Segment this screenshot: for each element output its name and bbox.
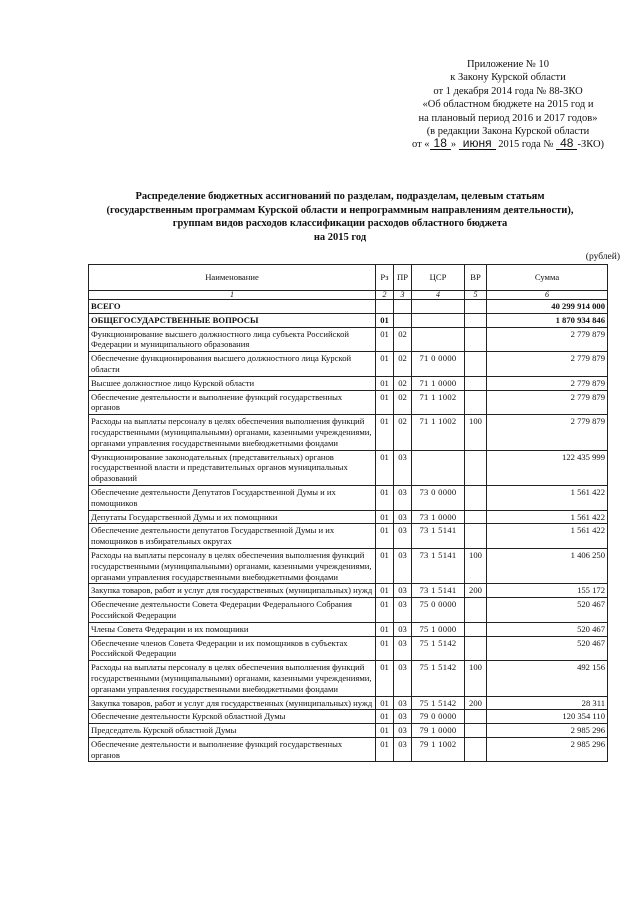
row-pr: 02	[394, 390, 412, 415]
table-row	[89, 327, 608, 352]
row-name: ОБЩЕГОСУДАРСТВЕННЫЕ ВОПРОСЫ	[89, 313, 376, 327]
table-header-row	[89, 265, 608, 291]
row-csr	[412, 327, 465, 352]
row-name: Обеспечение деятельности Совета Федерации Федерального Собрания Российской Федерации	[89, 598, 376, 623]
table-row	[89, 450, 608, 485]
row-sum: 2 985 296	[487, 737, 608, 762]
row-vr	[465, 313, 487, 327]
row-name: Высшее должностное лицо Курской области	[89, 376, 376, 390]
budget-table	[88, 264, 608, 762]
row-name: Закупка товаров, работ и услуг для государственных (муниципальных) нужд	[89, 696, 376, 710]
table-row	[89, 300, 608, 314]
row-rz: 01	[376, 524, 394, 549]
table-row	[89, 390, 608, 415]
document-title: Распределение бюджетных ассигнований по разделам, подразделам, целевым статьям (государственным программам Курской области и непрограммным направлениям деятельности), группам видов расходов классификации расходов областного бюджета на 2015 год	[106, 191, 574, 243]
row-pr: 03	[394, 548, 412, 583]
col-header-rz: Рз	[376, 265, 394, 291]
row-pr: 03	[394, 584, 412, 598]
row-vr	[465, 327, 487, 352]
row-vr	[465, 724, 487, 738]
row-sum: 1 561 422	[487, 485, 608, 510]
row-csr: 79 1 0000	[412, 724, 465, 738]
row-name: Депутаты Государственной Думы и их помощники	[89, 510, 376, 524]
row-csr: 73 1 5141	[412, 548, 465, 583]
row-pr: 03	[394, 524, 412, 549]
table-row	[89, 661, 608, 696]
row-rz: 01	[376, 376, 394, 390]
col-header-vr: ВР	[465, 265, 487, 291]
row-pr: 03	[394, 737, 412, 762]
row-vr	[465, 710, 487, 724]
row-csr: 79 1 1002	[412, 737, 465, 762]
row-csr	[412, 313, 465, 327]
row-vr: 100	[465, 661, 487, 696]
row-csr: 79 0 0000	[412, 710, 465, 724]
row-name: Закупка товаров, работ и услуг для государственных (муниципальных) нужд	[89, 584, 376, 598]
row-pr: 03	[394, 485, 412, 510]
row-rz: 01	[376, 737, 394, 762]
row-vr	[465, 510, 487, 524]
row-vr: 100	[465, 415, 487, 450]
row-rz: 01	[376, 548, 394, 583]
row-pr: 03	[394, 724, 412, 738]
row-csr	[412, 300, 465, 314]
row-rz: 01	[376, 598, 394, 623]
row-sum: 155 172	[487, 584, 608, 598]
row-csr	[412, 450, 465, 485]
row-name: Председатель Курской областной Думы	[89, 724, 376, 738]
table-row	[89, 485, 608, 510]
row-rz: 01	[376, 390, 394, 415]
row-sum: 2 779 879	[487, 390, 608, 415]
table-row	[89, 584, 608, 598]
units-label: (рублей)	[585, 252, 620, 262]
row-csr: 71 1 1002	[412, 390, 465, 415]
law-title-1: «Об областном бюджете на 2015 год и	[422, 99, 594, 111]
row-rz: 01	[376, 724, 394, 738]
row-sum: 1 406 250	[487, 548, 608, 583]
row-vr: 200	[465, 696, 487, 710]
row-pr: 02	[394, 415, 412, 450]
row-sum: 28 311	[487, 696, 608, 710]
row-vr	[465, 622, 487, 636]
row-rz: 01	[376, 450, 394, 485]
row-name: Функционирование законодательных (представительных) органов государственной власти и представительных органов муниципальных образований	[89, 450, 376, 485]
table-row	[89, 636, 608, 661]
row-csr: 71 1 1002	[412, 415, 465, 450]
row-sum: 492 156	[487, 661, 608, 696]
row-rz: 01	[376, 415, 394, 450]
row-vr: 200	[465, 584, 487, 598]
row-rz: 01	[376, 327, 394, 352]
row-name: Расходы на выплаты персоналу в целях обеспечения выполнения функций государственными (муниципальными) органами, казенными учреждениями, органами управления государственными внебюджетными фондами	[89, 661, 376, 696]
appendix-header	[398, 58, 618, 152]
row-rz: 01	[376, 313, 394, 327]
row-sum: 520 467	[487, 636, 608, 661]
col-header-pr: ПР	[394, 265, 412, 291]
row-sum: 1 561 422	[487, 510, 608, 524]
row-rz: 01	[376, 510, 394, 524]
row-csr: 75 1 0000	[412, 622, 465, 636]
table-row	[89, 737, 608, 762]
row-csr: 73 1 0000	[412, 510, 465, 524]
row-name: Расходы на выплаты персоналу в целях обеспечения выполнения функций государственными (муниципальными) органами, казенными учреждениями, органами управления государственными внебюджетными фондами	[89, 548, 376, 583]
column-index-row: 1 2 3 4 5 6	[89, 291, 608, 300]
row-name: Обеспечение деятельности Депутатов Государственной Думы и их помощников	[89, 485, 376, 510]
row-csr: 75 1 5142	[412, 696, 465, 710]
row-pr	[394, 313, 412, 327]
table-row	[89, 710, 608, 724]
col-header-name: Наименование	[89, 265, 376, 291]
handwritten-number: 48	[556, 138, 577, 150]
row-csr: 71 0 0000	[412, 352, 465, 377]
row-rz: 01	[376, 696, 394, 710]
row-pr: 03	[394, 661, 412, 696]
table-row	[89, 724, 608, 738]
row-vr	[465, 524, 487, 549]
row-name: Обеспечение деятельности и выполнение функций государственных органов	[89, 390, 376, 415]
row-sum: 2 779 879	[487, 415, 608, 450]
row-pr: 03	[394, 622, 412, 636]
row-sum: 122 435 999	[487, 450, 608, 485]
row-csr: 75 1 5142	[412, 661, 465, 696]
row-sum: 40 299 914 000	[487, 300, 608, 314]
row-rz: 01	[376, 485, 394, 510]
row-pr: 03	[394, 510, 412, 524]
row-csr: 73 0 0000	[412, 485, 465, 510]
row-rz	[376, 300, 394, 314]
row-pr: 03	[394, 710, 412, 724]
row-sum: 2 779 879	[487, 327, 608, 352]
row-pr: 02	[394, 376, 412, 390]
row-name: Обеспечение деятельности депутатов Государственной Думы и их помощников в избирательных округах	[89, 524, 376, 549]
row-sum: 1 561 422	[487, 524, 608, 549]
handwritten-month: июня	[459, 138, 496, 150]
row-vr	[465, 390, 487, 415]
row-vr	[465, 636, 487, 661]
row-vr	[465, 450, 487, 485]
row-csr: 75 0 0000	[412, 598, 465, 623]
row-pr: 03	[394, 636, 412, 661]
row-rz: 01	[376, 584, 394, 598]
row-name: Обеспечение функционирования высшего должностного лица Курской области	[89, 352, 376, 377]
row-sum: 520 467	[487, 622, 608, 636]
row-name: ВСЕГО	[89, 300, 376, 314]
edition-date-line: от « 18 » июня 2015 года № 48 -ЗКО)	[411, 136, 605, 151]
row-sum: 1 870 934 846	[487, 313, 608, 327]
row-rz: 01	[376, 661, 394, 696]
row-rz: 01	[376, 710, 394, 724]
row-csr: 75 1 5142	[412, 636, 465, 661]
row-sum: 2 779 879	[487, 376, 608, 390]
law-reference: к Закону Курской области	[450, 72, 566, 84]
row-rz: 01	[376, 352, 394, 377]
edition-note: (в редакции Закона Курской области	[426, 126, 590, 138]
row-vr	[465, 598, 487, 623]
row-csr: 73 1 5141	[412, 584, 465, 598]
row-sum: 520 467	[487, 598, 608, 623]
appendix-number: Приложение № 10	[466, 59, 550, 70]
table-row	[89, 548, 608, 583]
row-name: Обеспечение деятельности и выполнение функций государственных органов	[89, 737, 376, 762]
row-name: Обеспечение членов Совета Федерации и их помощников в субъектах Российской Федерации	[89, 636, 376, 661]
table-row	[89, 622, 608, 636]
row-sum: 2 779 879	[487, 352, 608, 377]
law-date: от 1 декабря 2014 года № 88-ЗКО	[433, 85, 583, 97]
row-csr: 73 1 5141	[412, 524, 465, 549]
row-csr: 71 1 0000	[412, 376, 465, 390]
table-row	[89, 696, 608, 710]
table-row	[89, 415, 608, 450]
table-row	[89, 510, 608, 524]
row-sum: 2 985 296	[487, 724, 608, 738]
row-rz: 01	[376, 622, 394, 636]
row-vr	[465, 485, 487, 510]
row-rz: 01	[376, 636, 394, 661]
table-row	[89, 352, 608, 377]
row-vr	[465, 300, 487, 314]
table-row	[89, 376, 608, 390]
row-pr: 03	[394, 696, 412, 710]
row-vr	[465, 737, 487, 762]
law-title-2: на плановый период 2016 и 2017 годов»	[418, 112, 598, 124]
row-sum: 120 354 110	[487, 710, 608, 724]
row-vr	[465, 376, 487, 390]
row-vr: 100	[465, 548, 487, 583]
row-name: Члены Совета Федерации и их помощники	[89, 622, 376, 636]
row-pr: 03	[394, 598, 412, 623]
row-pr: 02	[394, 352, 412, 377]
table-row	[89, 598, 608, 623]
row-name: Функционирование высшего должностного лица субъекта Российской Федерации и муниципального образования	[89, 327, 376, 352]
row-pr	[394, 300, 412, 314]
row-name: Обеспечение деятельности Курской областной Думы	[89, 710, 376, 724]
row-pr: 03	[394, 450, 412, 485]
row-vr	[465, 352, 487, 377]
row-name: Расходы на выплаты персоналу в целях обеспечения выполнения функций государственными (муниципальными) органами, казенными учреждениями, органами управления государственными внебюджетными фондами	[89, 415, 376, 450]
handwritten-day: 18	[430, 138, 451, 150]
col-header-csr: ЦСР	[412, 265, 465, 291]
col-header-sum: Сумма	[487, 265, 608, 291]
table-row	[89, 524, 608, 549]
table-row	[89, 313, 608, 327]
row-pr: 02	[394, 327, 412, 352]
